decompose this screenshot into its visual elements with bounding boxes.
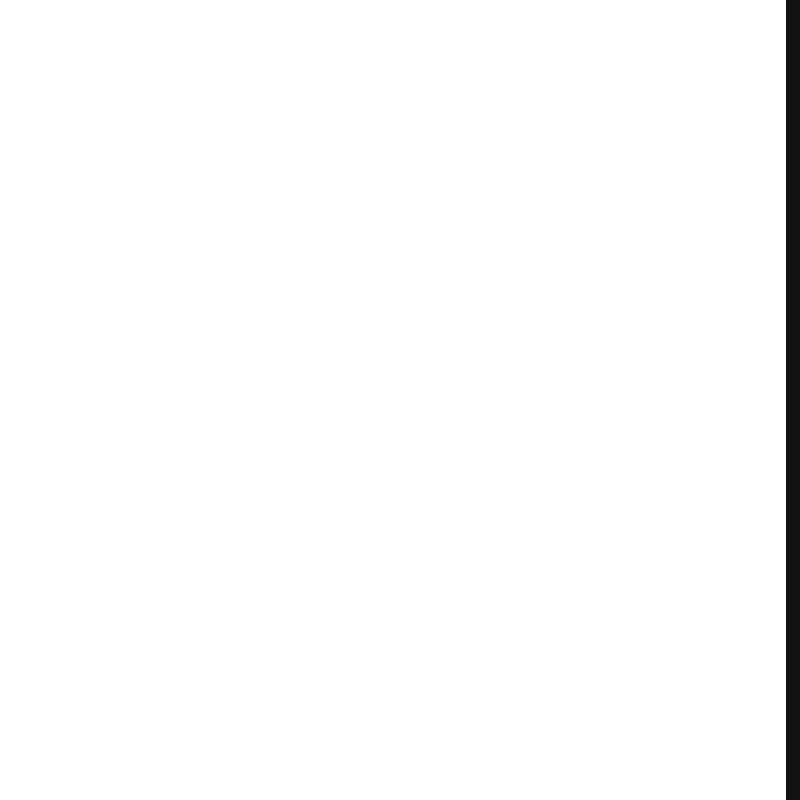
page-edge <box>786 0 800 800</box>
